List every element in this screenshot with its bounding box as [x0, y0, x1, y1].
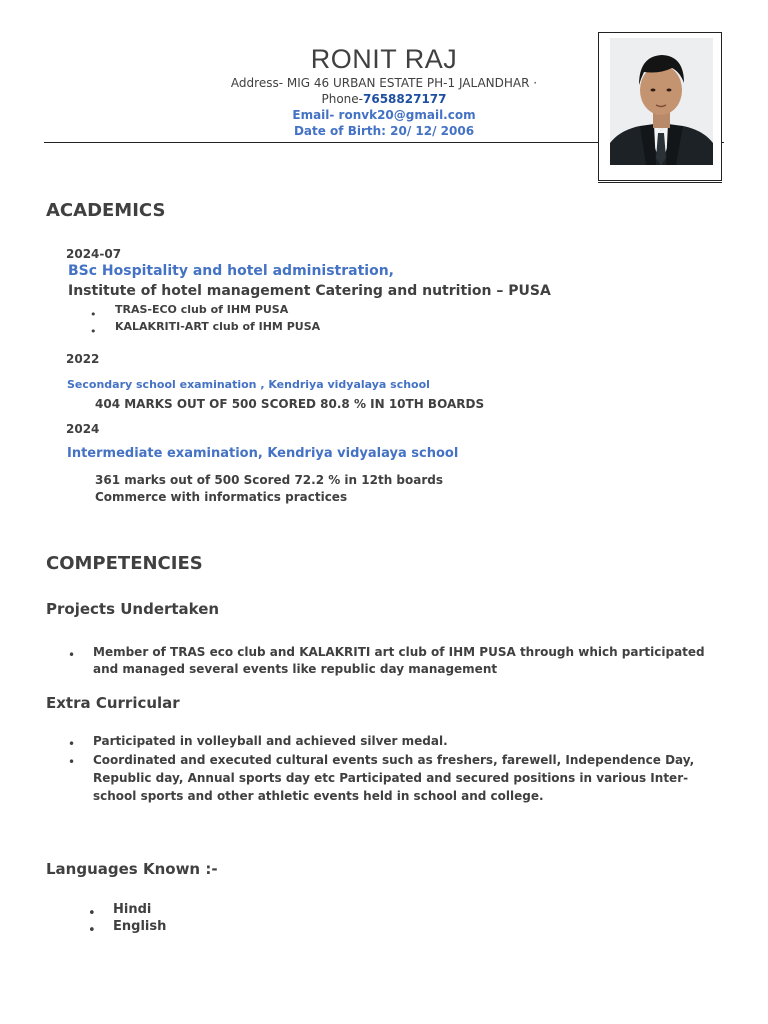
profile-photo [610, 38, 713, 165]
list-item-text: Member of TRAS eco club and KALAKRITI art club of IHM PUSA through which participated and managed several events like republic day management [93, 645, 705, 676]
result-line: 404 MARKS OUT OF 500 SCORED 80.8 % IN 10TH BOARDS [95, 397, 485, 411]
phone-label: Phone- [321, 92, 363, 106]
degree-title: Intermediate examination, Kendriya vidyalaya school [67, 446, 459, 461]
dob-line: Date of Birth: 20/ 12/ 2006 [293, 124, 475, 138]
list-item-text: KALAKRITI-ART club of IHM PUSA [115, 320, 321, 333]
list-item [88, 919, 167, 938]
phone-number: 7658827177 [363, 92, 447, 106]
entry-date: 2024 [66, 422, 100, 436]
list-item-text: TRAS-ECO club of IHM PUSA [115, 303, 289, 316]
candidate-name: RONIT RAJ [310, 44, 458, 74]
competencies-heading: COMPETENCIES [46, 553, 203, 574]
projects-heading: Projects Undertaken [46, 600, 220, 618]
bullet-icon: • [88, 923, 96, 938]
list-item-text: Participated in volleyball and achieved silver medal. [93, 734, 448, 748]
academics-heading: ACADEMICS [46, 200, 166, 221]
degree-title: Secondary school examination , Kendriya vidyalaya school [67, 378, 430, 391]
stream-line: Commerce with informatics practices [95, 490, 348, 504]
list-item [90, 320, 321, 339]
list-item [68, 733, 728, 752]
list-item-text: Hindi [113, 902, 152, 917]
degree-title: BSc Hospitality and hotel administration, [68, 263, 394, 279]
bullet-icon: • [90, 308, 97, 321]
entry-date: 2022 [66, 352, 100, 366]
bullet-icon: • [68, 648, 76, 662]
address-line: Address- MIG 46 URBAN ESTATE PH-1 JALANDHAR · [230, 76, 538, 90]
extra-curricular-heading: Extra Curricular [46, 694, 180, 712]
languages-heading: Languages Known :- [46, 860, 218, 878]
institute-name: Institute of hotel management Catering and nutrition – PUSA [68, 283, 551, 299]
bullet-icon: • [68, 737, 76, 751]
email-line: Email- ronvk20@gmail.com [292, 108, 476, 122]
list-item [68, 751, 728, 803]
entry-date: 2024-07 [66, 247, 122, 261]
bullet-icon: • [68, 755, 76, 769]
bullet-icon: • [88, 906, 96, 921]
bullet-icon: • [90, 325, 97, 338]
list-item-text: Coordinated and executed cultural events such as freshers, farewell, Independence Day, Republic day, Annual sports day etc Participated and secured positions in various Inter-school sports and other athletic events held in school and college. [93, 753, 695, 803]
list-item [68, 644, 728, 676]
list-item-text: English [113, 919, 167, 934]
result-line: 361 marks out of 500 Scored 72.2 % in 12th boards [95, 473, 443, 487]
